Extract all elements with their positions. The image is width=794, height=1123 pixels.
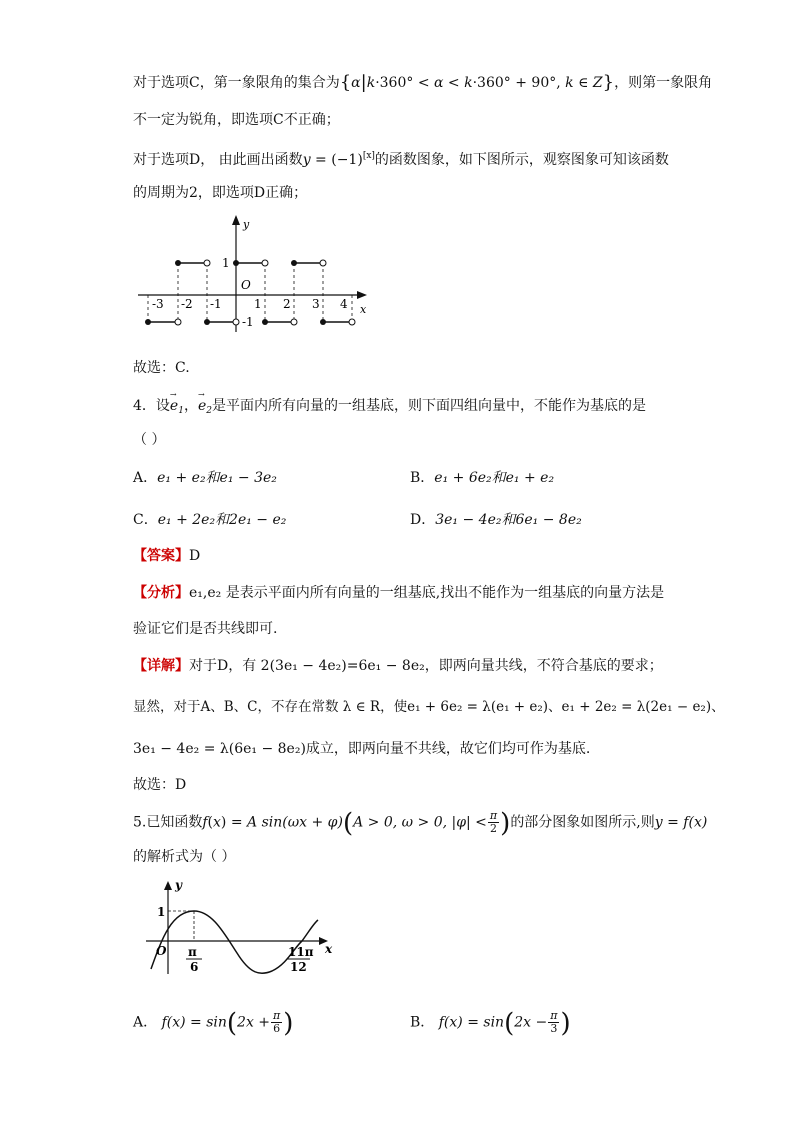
question-4: [133, 396, 646, 421]
graph2-origin: O: [156, 944, 167, 958]
set-k-2: k: [464, 75, 473, 91]
func-y: y: [302, 152, 311, 168]
answer-value: D: [189, 548, 201, 564]
graph2-pi-label: π: [188, 945, 197, 959]
graph2-x-label: x: [325, 942, 333, 956]
q4-detail: [133, 656, 663, 676]
x-tick-neg3: -3: [152, 297, 164, 311]
detail-tag: 【详解】: [133, 658, 189, 674]
graph2-twelve-label: 12: [290, 960, 307, 974]
q4-detail-line2: 显然，对于A、B、C，不存在常数 λ ∈ R，使e₁ + 6e₂ = λ(e₁ + e₂)、e₁ + 2e₂ = λ(2e₁ − e₂)、: [133, 699, 725, 715]
q4-detail-line3: 3e₁ − 4e₂ = λ(6e₁ − 8e₂)成立，即两向量不共线，故它们均可作为基底.: [133, 741, 591, 757]
y-axis-arrow-icon: [232, 215, 240, 225]
vector-e1: → $e_1$: [170, 396, 184, 421]
q5-option-b: B． f(x) = sin(2x − $\frac{\pi}{3}$ ): [410, 1008, 571, 1039]
q5-eq: = A sin(ωx + φ): [226, 814, 343, 831]
q5-f: f: [202, 814, 208, 831]
set-open-brace: {: [339, 72, 352, 93]
question-5: 5.已知函数f(x) = A sin(ωx + φ)(A > 0, ω > 0, |φ| < $\frac{\pi}{2}$ )的部分图象如图所示,则y = f(x): [133, 808, 708, 839]
q4-option-a-expr: e₁ + e₂和e₁ − 3e₂: [157, 470, 277, 486]
option-c-line2: 不一定为锐角，即选项C不正确；: [133, 112, 340, 128]
q5-frac: $\frac{\pi}{2}$: [489, 809, 498, 835]
x-tick-neg1: -1: [210, 297, 222, 311]
analysis-text-1: e₁,e₂ 是表示平面内所有向量的一组基底,找出不能作为一组基底的向量方法是: [189, 585, 665, 601]
set-z: Z: [592, 75, 603, 91]
vector-e2: → $e_2$: [198, 396, 212, 421]
dashed-lines: [148, 263, 352, 322]
x-tick-1: 1: [254, 297, 262, 311]
q5-option-a-frac: $\frac{\pi}{6}$: [273, 1009, 281, 1035]
q4-option-b: [410, 468, 554, 488]
graph2-six-label: 6: [190, 960, 199, 974]
q5-option-a-expr: f(x) = sin: [161, 1014, 227, 1031]
q5-prefix: 5.已知函数: [133, 814, 203, 831]
set-in: ∈: [573, 75, 593, 91]
y-axis-arrow-icon-2: [164, 881, 172, 890]
q4-prefix: 4．设: [133, 398, 170, 414]
q4-sep: ，: [183, 398, 198, 414]
graph1-one-label: 1: [222, 256, 230, 270]
x-tick-4: 4: [340, 297, 348, 311]
set-k-3: k: [565, 75, 574, 91]
step-segments: [148, 263, 352, 322]
q4-option-a: [133, 468, 277, 488]
q5-option-a-inner: 2x +: [237, 1014, 271, 1031]
func-exponent: [x]: [362, 151, 375, 161]
sine-function-graph: [142, 878, 337, 978]
graph2-11pi-label: 11π: [288, 945, 314, 959]
q5-option-b-inner: 2x −: [514, 1014, 548, 1031]
graph1-origin: O: [241, 278, 251, 292]
option-d-line2: 的周期为2，即选项D正确；: [133, 185, 308, 201]
q5-line2: 的解析式为（ ）: [133, 849, 236, 865]
q4-option-b-expr: e₁ + 6e₂和e₁ + e₂: [434, 470, 555, 486]
step-function-graph: [138, 212, 378, 337]
answer-1: 故选：C.: [133, 360, 190, 376]
option-c-line: [133, 73, 712, 93]
q4-option-b-label: B．: [410, 470, 435, 486]
q4-option-a-label: A．: [133, 470, 158, 486]
q5-option-b-frac: $\frac{\pi}{3}$: [550, 1009, 558, 1035]
q5-yf: y = f(x): [654, 814, 708, 831]
option-c-post: ，则第一象限角: [614, 75, 713, 91]
q4-option-d-expr: 3e₁ − 4e₂和6e₁ − 8e₂: [435, 512, 582, 528]
graph1-x-label: x: [360, 303, 367, 316]
set-lt: <: [443, 75, 465, 91]
set-part-a: ·360° <: [375, 75, 435, 91]
graph1-y-label: y: [243, 218, 250, 231]
set-close-brace: }: [602, 72, 615, 93]
q5-option-b-expr: f(x) = sin: [438, 1014, 505, 1031]
set-alpha-2: α: [434, 75, 444, 91]
x-tick-2: 2: [283, 297, 291, 311]
option-d-text: 对于选项D， 由此画出函数: [133, 152, 303, 168]
q4-answer: [133, 546, 200, 566]
set-alpha: α: [351, 75, 361, 91]
q5-x: x: [213, 814, 221, 831]
q4-option-c-label: C．: [133, 512, 158, 528]
func-eq: = (−1): [310, 152, 363, 168]
graph1-neg-one-label: -1: [242, 315, 254, 329]
graph2-y-label: y: [175, 878, 182, 892]
option-d-line: [133, 146, 669, 170]
set-k: k: [366, 75, 376, 91]
q5-cond: A > 0, ω > 0, |φ| <: [353, 814, 487, 831]
q4-text: 是平面内所有向量的一组基底，则下面四组向量中，不能作为基底的是: [211, 398, 646, 414]
q4-option-c-expr: e₁ + 2e₂和2e₁ − e₂: [157, 512, 287, 528]
q4-paren: （ ）: [133, 432, 166, 448]
q4-analysis-line2: 验证它们是否共线即可.: [133, 621, 278, 637]
q4-option-d: [410, 510, 582, 530]
analysis-tag: 【分析】: [133, 585, 189, 601]
graph2-one-label: 1: [157, 905, 166, 919]
x-axis-arrow-icon: [357, 291, 367, 299]
set-bar: |: [360, 72, 367, 93]
q5-option-a: A． f(x) = sin(2x + $\frac{\pi}{6}$ ): [133, 1008, 294, 1039]
set-part-b: ·360° + 90°,: [472, 75, 566, 91]
answer-4: 故选：D: [133, 777, 187, 793]
q4-option-d-label: D．: [410, 512, 436, 528]
option-d-post: 的函数图象，如下图所示，观察图象可知该函数: [374, 152, 669, 168]
q5-option-a-label: A．: [133, 1014, 158, 1031]
option-c-text: 对于选项C，第一象限角的集合为: [133, 75, 340, 91]
x-tick-3: 3: [312, 297, 320, 311]
q4-analysis: [133, 583, 664, 603]
detail-text-1: 对于D，有 2(3e₁ − 4e₂)=6e₁ − 8e₂，即两向量共线，不符合基底的要求；: [189, 658, 663, 674]
answer-tag: 【答案】: [133, 548, 189, 564]
q5-post: 的部分图象如图所示,则: [510, 814, 655, 831]
q4-option-c: [133, 510, 286, 530]
x-tick-neg2: -2: [181, 297, 193, 311]
q5-option-b-label: B．: [410, 1014, 435, 1031]
